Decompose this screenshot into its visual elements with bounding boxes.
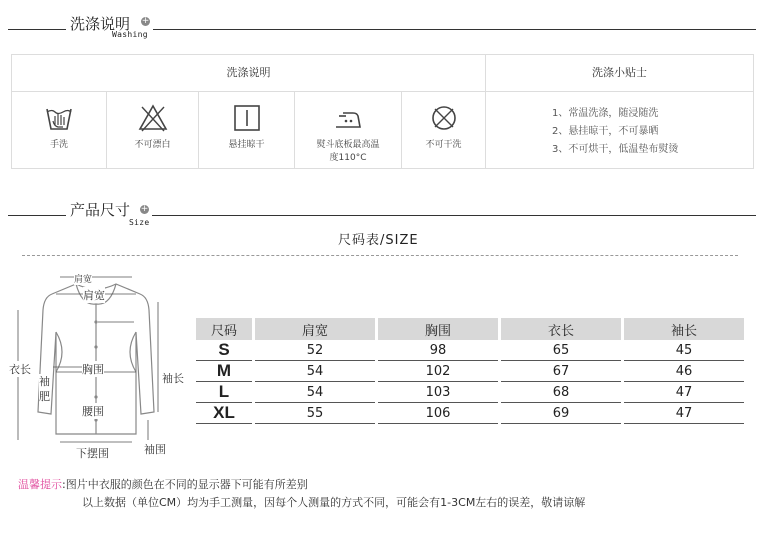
washing-rule-right xyxy=(153,29,756,30)
notice-text-1: :图片中衣服的颜色在不同的显示器下可能有所差别 xyxy=(62,478,308,491)
col-shoulder: 肩宽 xyxy=(254,318,377,340)
notice-label: 温馨提示 xyxy=(18,478,62,491)
label-waist: 腰围 xyxy=(82,405,104,418)
label-chest: 胸围 xyxy=(82,363,104,376)
col-size: 尺码 xyxy=(196,318,254,340)
table-row xyxy=(196,340,744,361)
value-cell: 54 xyxy=(254,361,377,382)
label-sleeve-length: 袖长 xyxy=(162,372,184,385)
table-row xyxy=(196,382,744,403)
col-length: 衣长 xyxy=(500,318,623,340)
hand-wash-icon xyxy=(44,103,74,133)
size-table xyxy=(196,318,744,424)
size-table-header xyxy=(196,318,744,340)
col-chest: 胸围 xyxy=(377,318,500,340)
value-cell: 47 xyxy=(623,403,745,424)
no-dry-clean-icon xyxy=(429,103,459,133)
washing-title: 洗涤说明 xyxy=(70,15,131,33)
value-cell: 52 xyxy=(254,340,377,361)
care-label: 不可干洗 xyxy=(425,140,462,150)
dashed-divider xyxy=(22,255,738,256)
care-item xyxy=(402,92,485,168)
size-rule-left xyxy=(8,215,66,216)
table-row xyxy=(196,361,744,382)
care-item xyxy=(107,92,199,168)
size-cell: XL xyxy=(196,403,254,424)
hang-dry-icon xyxy=(232,103,262,133)
value-cell: 54 xyxy=(254,382,377,403)
col-sleeve: 袖长 xyxy=(623,318,745,340)
care-label: 悬挂晾干 xyxy=(228,140,265,150)
size-cell: L xyxy=(196,382,254,403)
washing-rule-left xyxy=(8,29,66,30)
value-cell: 46 xyxy=(623,361,745,382)
expand-plus-icon: + xyxy=(141,16,150,26)
value-cell: 67 xyxy=(500,361,623,382)
label-length: 衣长 xyxy=(9,363,31,376)
label-shoulder-top: 肩宽 xyxy=(74,272,92,285)
tip-line: 2、悬挂晾干，不可暴晒 xyxy=(552,126,659,137)
value-cell: 47 xyxy=(623,382,745,403)
value-cell: 55 xyxy=(254,403,377,424)
label-sleeve-fat: 袖肥 xyxy=(39,375,50,403)
size-cell: M xyxy=(196,361,254,382)
notice-text-2: 以上数据（单位CM）均为手工测量，因每个人测量的方式不同，可能会有1-3CM左右的误差，敬请谅解 xyxy=(82,496,586,509)
care-tips xyxy=(552,105,678,159)
care-item xyxy=(199,92,295,168)
care-divider xyxy=(485,55,486,168)
value-cell: 98 xyxy=(377,340,500,361)
care-header-left: 洗涤说明 xyxy=(12,55,485,92)
value-cell: 69 xyxy=(500,403,623,424)
size-subtitle: Size xyxy=(129,218,150,227)
value-cell: 68 xyxy=(500,382,623,403)
tip-line: 3、不可烘干，低温垫布熨烫 xyxy=(552,144,679,155)
care-label: 手洗 xyxy=(49,140,68,150)
size-table-title: 尺码表/SIZE xyxy=(338,233,419,248)
value-cell: 65 xyxy=(500,340,623,361)
label-shoulder: 肩宽 xyxy=(83,289,105,302)
table-row xyxy=(196,403,744,424)
size-title: 产品尺寸 xyxy=(70,201,131,219)
tip-line: 1、常温洗涤，随浸随洗 xyxy=(552,108,659,119)
care-label: 熨斗底板最高温度110°C xyxy=(316,140,380,163)
iron-icon xyxy=(333,103,363,133)
value-cell: 103 xyxy=(377,382,500,403)
care-item xyxy=(12,92,107,168)
value-cell: 102 xyxy=(377,361,500,382)
label-hem: 下摆围 xyxy=(76,447,109,460)
label-cuff: 袖围 xyxy=(144,443,166,456)
washing-subtitle: Washing xyxy=(112,30,148,39)
value-cell: 45 xyxy=(623,340,745,361)
value-cell: 106 xyxy=(377,403,500,424)
care-item xyxy=(295,92,402,168)
notice-line-1 xyxy=(18,476,308,492)
no-bleach-icon xyxy=(138,103,168,133)
care-header-right: 洗涤小贴士 xyxy=(486,55,753,92)
care-label: 不可漂白 xyxy=(134,140,171,150)
care-table xyxy=(11,54,754,169)
expand-plus-icon: + xyxy=(140,204,149,214)
size-cell: S xyxy=(196,340,254,361)
size-rule-right xyxy=(152,215,756,216)
